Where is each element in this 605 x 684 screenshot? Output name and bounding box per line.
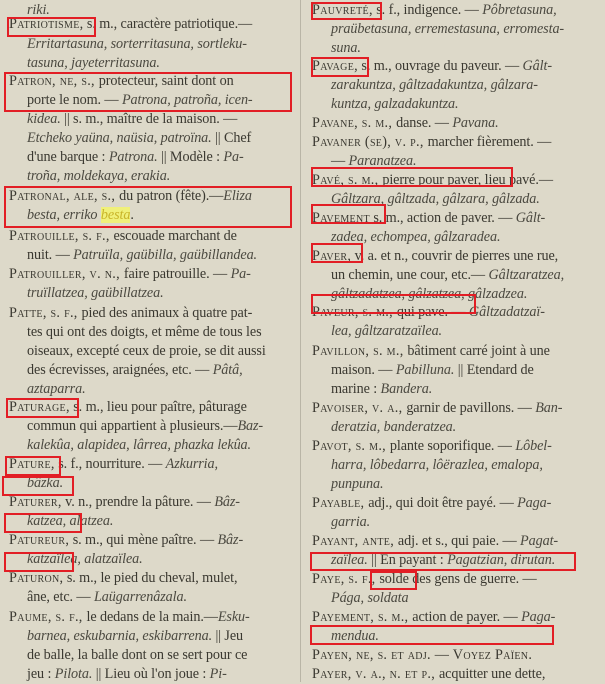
right-column-line (331, 550, 555, 570)
right-column-line (312, 132, 551, 152)
basque-translation: Pa- (223, 149, 244, 165)
basque-translation: katzaïlea, alatzaïlea. (27, 551, 143, 567)
right-column-line (331, 94, 458, 114)
right-column-line (331, 189, 540, 209)
basque-translation: zaïlea. (331, 552, 368, 568)
left-column-line (27, 416, 263, 436)
definition-text: || s. m., maître de la maison. — (60, 111, 238, 127)
headword: Paye, s. f., (312, 571, 380, 587)
basque-translation: punpuna. (331, 476, 384, 492)
headword: Pavillon, s. m., (312, 343, 408, 359)
right-column-line (312, 170, 553, 190)
basque-translation: lea, gâltzaratzaïlea. (331, 323, 443, 339)
basque-translation: Pa- (230, 266, 251, 282)
definition-text: oiseaux, excepté ceux de proie, se dit aussi (27, 343, 266, 359)
right-column-line (312, 0, 557, 20)
right-column-line (331, 75, 538, 95)
definition-text: || En payant : (367, 552, 448, 568)
definition-text: — (331, 153, 349, 169)
headword: Patrouiller, v. n., (9, 266, 124, 282)
basque-translation: Paranatzea. (348, 153, 417, 169)
right-column-line (312, 493, 551, 513)
basque-translation: Paga- (521, 609, 556, 625)
headword: Pavé, s. m., (312, 172, 383, 188)
right-column-line (331, 588, 409, 608)
headword: Payable, (312, 495, 369, 511)
left-column-line (27, 90, 253, 110)
basque-translation: Azkurria, (165, 456, 218, 472)
definition-text: qui pave. (396, 304, 448, 320)
definition-text: s. m., qui mène paître. — (69, 532, 218, 548)
basque-translation: Paga- (517, 495, 552, 511)
right-column-line (331, 512, 370, 532)
definition-text: pied des animaux à quatre pat- (81, 305, 253, 321)
left-column-line (27, 549, 143, 569)
left-column-line (27, 341, 266, 361)
basque-translation: deratzia, banderatzea. (331, 419, 457, 435)
right-column-line (331, 38, 361, 58)
headword: Païen. (495, 647, 533, 663)
headword: Paveur, s. m., (312, 304, 397, 320)
basque-translation: riki. (27, 2, 50, 18)
basque-translation: katzea, alatzea. (27, 513, 114, 529)
definition-text: du patron (fête).— (119, 188, 224, 204)
right-column-line (331, 474, 383, 494)
basque-translation: bâzka. (27, 475, 64, 491)
headword: Pature, (9, 456, 55, 472)
basque-translation: Gâlt- (522, 58, 552, 74)
basque-translation: Bâz- (214, 494, 240, 510)
headword: Payant, ante, (312, 533, 398, 549)
right-column-line (312, 664, 545, 684)
right-column-line (312, 436, 552, 456)
basque-translation: Ban- (535, 400, 563, 416)
definition-text: adj. et s., qui paie. — (397, 533, 521, 549)
basque-translation: zarakuntza, gâltzadakuntza, gâlzara- (331, 77, 538, 93)
left-column-line (9, 264, 251, 284)
left-column-line (9, 303, 252, 323)
left-column-line (9, 454, 218, 474)
basque-translation: Pagatzian, dirutan. (447, 552, 556, 568)
definition-text: commun qui appartient à plusieurs.— (27, 418, 238, 434)
headword: Patte, s. f., (9, 305, 82, 321)
right-column-line (312, 607, 555, 627)
headword: Pavane, s. m., (312, 115, 397, 131)
left-column-line (9, 568, 237, 588)
right-column-line (312, 531, 558, 551)
headword: Payen, ne, s. et adj. — Voyez (312, 647, 496, 663)
basque-translation: Pagat- (520, 533, 559, 549)
right-column-line (331, 417, 456, 437)
definition-text: action de payer. — (412, 609, 522, 625)
definition-text: s. m., caractère patriotique.— (83, 16, 253, 32)
definition-text: || Jeu (212, 628, 244, 644)
definition-text: lieu pavé.— (481, 172, 553, 188)
definition-text: || Etendard de (454, 362, 534, 378)
definition-text: un chemin, une cour, etc.— (331, 267, 489, 283)
definition-text: faire patrouille. — (123, 266, 231, 282)
right-column-line (312, 113, 499, 133)
headword: Pavement (312, 210, 370, 226)
definition-text: s. m., ouvrage du paveur. — (357, 58, 523, 74)
definition-text: le dedans de la main.— (86, 609, 218, 625)
right-column-line (331, 321, 442, 341)
left-column-line (27, 435, 251, 455)
right-column-line (312, 645, 532, 665)
definition-text: bâtiment carré joint à une (407, 343, 550, 359)
headword: Pavage, (312, 58, 358, 74)
definition-text: . (130, 207, 134, 223)
definition-text: protecteur, saint dont on (98, 73, 234, 89)
definition-text: s. m., action de paver. — (369, 210, 516, 226)
headword: Paturon, (9, 570, 64, 586)
definition-text: jeu : (27, 666, 55, 682)
headword: Pavaner (se), v. p., (312, 134, 428, 150)
left-column-line (9, 492, 240, 512)
basque-translation: Patruïla, gaübilla, gaübillandea. (73, 247, 258, 263)
headword: Patronal, ale, s., (9, 188, 120, 204)
left-column-line (27, 205, 134, 225)
headword: Patrouille, s. f., (9, 228, 114, 244)
definition-text: garnir de pavillons. — (406, 400, 536, 416)
basque-translation: praübetasuna, erremestasuna, erromesta- (331, 21, 565, 37)
definition-text: || Modèle : (157, 149, 224, 165)
left-column-line (27, 645, 247, 665)
definition-text: âne, etc. — (27, 589, 94, 605)
left-column-line (27, 626, 243, 646)
basque-translation: gâltzadatzea, gâlzatzea, gâlzadzea. (331, 286, 528, 302)
right-column-line (331, 265, 564, 285)
headword: Patureur, (9, 532, 70, 548)
left-column-line (27, 473, 63, 493)
basque-translation: Laügarrenâzala. (93, 589, 187, 605)
basque-translation: Gâltzadatzaï- (468, 304, 545, 320)
definition-text: || Chef (211, 130, 252, 146)
column-divider (300, 0, 301, 682)
definition-text: nuit. — (27, 247, 74, 263)
definition-text: pierre pour paver, (382, 172, 482, 188)
definition-text: marcher fièrement. — (427, 134, 552, 150)
definition-text: v. n., prendre la pâture. — (61, 494, 215, 510)
left-column-line (27, 283, 164, 303)
basque-translation: truïllatzea, gaübillatzea. (27, 285, 164, 301)
basque-translation: aztaparra. (27, 381, 86, 397)
basque-translation: Baz- (237, 418, 264, 434)
right-column-line (331, 455, 543, 475)
definition-text: s. f., nourriture. — (54, 456, 166, 472)
basque-translation: Eliza (223, 188, 252, 204)
left-column-line (27, 166, 170, 186)
definition-text: escouade marchant de (113, 228, 237, 244)
left-column-line (27, 245, 257, 265)
definition-text: marine : (331, 381, 381, 397)
basque-translation: Bâz- (217, 532, 244, 548)
definition-text: de balle, la balle dont on se sert pour ce (27, 647, 248, 663)
left-column-line (9, 14, 252, 34)
left-column-line (27, 34, 247, 54)
basque-translation: garria. (331, 514, 371, 530)
basque-translation: Pi- (209, 666, 227, 682)
basque-translation: kalekûa, alapidea, lârrea, phazka lekûa. (27, 437, 251, 453)
definition-text: solde des gens de guerre. — (379, 571, 537, 587)
definition-text: porte le nom. — (27, 92, 122, 108)
headword: Pavot, s. m., (312, 438, 390, 454)
basque-translation: Erritartasuna, sorterritasuna, sortleku- (27, 36, 247, 52)
basque-translation: Esku- (217, 609, 250, 625)
headword: Paturage, (9, 399, 70, 415)
basque-translation: troña, moldekaya, erakia. (27, 168, 171, 184)
left-column-line (9, 226, 237, 246)
basque-translation: zadea, echompea, gâlzaradea. (331, 229, 501, 245)
basque-translation: Gâlt- (515, 210, 546, 226)
definition-text: v. a. et n., couvrir de pierres une rue, (351, 248, 559, 264)
basque-translation: mendua. (331, 628, 379, 644)
basque-translation: Pabilluna. (395, 362, 455, 378)
left-column-line (27, 360, 243, 380)
definition-text: acquitter une dette, (438, 666, 546, 682)
basque-translation: Bandera. (380, 381, 433, 397)
right-column-line (312, 341, 550, 361)
definition-text: || Lieu où l'on joue : (92, 666, 210, 682)
definition-text: maison. — (331, 362, 396, 378)
headword: Payement, s. m., (312, 609, 413, 625)
basque-translation: besta, erriko (27, 207, 101, 223)
headword: Paume, s. f., (9, 609, 87, 625)
definition-text: plante soporifique. — (389, 438, 516, 454)
definition-text: tes qui ont des doigts, et même de tous les (27, 324, 262, 340)
headword: Payer, v. a., n. et p., (312, 666, 439, 682)
left-column-line (9, 71, 234, 91)
left-column-line (27, 128, 251, 148)
left-column-line (9, 397, 247, 417)
right-column-line (331, 284, 527, 304)
right-column-line (312, 208, 545, 228)
headword: Paturer, (9, 494, 62, 510)
right-column-line (331, 626, 379, 646)
right-column-line (331, 227, 500, 247)
right-column-line (312, 302, 545, 322)
basque-translation: tasuna, jayeterritasuna. (27, 55, 160, 71)
left-column-line (27, 379, 86, 399)
right-column-line (312, 56, 552, 76)
basque-translation: barnea, eskubarnia, eskibarrena. (27, 628, 213, 644)
definition-text: adj., qui doit être payé. — (368, 495, 518, 511)
definition-text: s. m., le pied du cheval, mulet, (63, 570, 238, 586)
definition-text: s. m., lieu pour paître, pâturage (69, 399, 247, 415)
definition-text: danse. — (396, 115, 453, 131)
headword: Patron, ne, s., (9, 73, 99, 89)
basque-translation: suna. (331, 40, 361, 56)
definition-text: s. f., indigence. — (372, 2, 483, 18)
basque-translation: Pilota. (54, 666, 93, 682)
basque-translation: Pavana. (452, 115, 499, 131)
right-column-line (331, 19, 564, 39)
basque-translation: Gâltzaratzea, (488, 267, 565, 283)
basque-translation: Lôbel- (515, 438, 552, 454)
left-column-line (27, 147, 244, 167)
basque-translation: kuntza, galzadakuntza. (331, 96, 459, 112)
right-column-line (331, 151, 416, 171)
left-column-line (27, 53, 160, 73)
left-column-line (27, 587, 187, 607)
basque-translation: Pôbretasuna, (482, 2, 557, 18)
highlighted-text: besta (100, 207, 131, 223)
headword: Pauvreté, (312, 2, 373, 18)
left-column-line (27, 664, 227, 684)
basque-translation: kidea. (27, 111, 61, 127)
headword: Patriotisme, (9, 16, 84, 32)
definition-text: — (447, 304, 469, 320)
left-column-line (9, 607, 250, 627)
basque-translation: Gâltzara, gâltzada, gâlzara, gâlzada. (331, 191, 540, 207)
basque-translation: Pâtâ, (212, 362, 243, 378)
basque-translation: Pága, soldata (331, 590, 409, 606)
headword: Paver, (312, 248, 352, 264)
right-column-line (312, 398, 562, 418)
right-column-line (331, 379, 432, 399)
basque-translation: harra, lôbedarra, lôërazlea, emalopa, (331, 457, 543, 473)
left-column-line (9, 186, 252, 206)
right-column-line (312, 569, 537, 589)
basque-translation: Patrona. (108, 149, 158, 165)
right-column-line (331, 360, 534, 380)
definition-text: d'une barque : (27, 149, 109, 165)
left-column-line (27, 511, 113, 531)
basque-translation: Patrona, patroña, icen- (121, 92, 253, 108)
definition-text: des écrevisses, araignées, etc. — (27, 362, 213, 378)
left-column-line (27, 322, 262, 342)
right-column-line (312, 246, 558, 266)
basque-translation: Etcheko yaüna, naüsia, patroïna. (27, 130, 212, 146)
left-column-line (9, 530, 243, 550)
headword: Pavoiser, v. a., (312, 400, 407, 416)
left-column-line (27, 109, 237, 129)
